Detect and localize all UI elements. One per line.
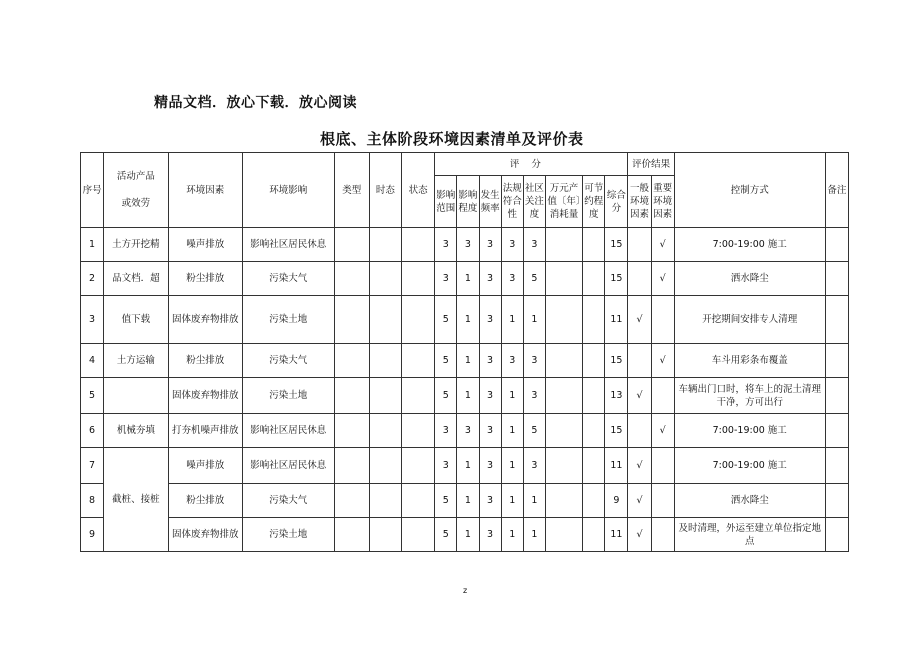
cell-degree: 1: [457, 448, 479, 484]
table-row: [81, 344, 849, 378]
cell-saving: [583, 378, 605, 414]
cell-range: 3: [435, 448, 457, 484]
cell-legal: 1: [501, 414, 523, 448]
header-seq: 序号: [81, 153, 104, 228]
cell-community: 3: [523, 378, 545, 414]
cell-type: [334, 484, 369, 518]
cell-range: 5: [435, 378, 457, 414]
cell-total: 11: [605, 448, 628, 484]
cell-remark: [825, 262, 848, 296]
footer-mark: z: [463, 586, 468, 595]
cell-saving: [583, 228, 605, 262]
cell-saving: [583, 296, 605, 344]
cell-legal: 3: [501, 344, 523, 378]
cell-impact: 污染大气: [243, 262, 335, 296]
cell-impact: 影响社区居民休息: [243, 228, 335, 262]
cell-type: [334, 448, 369, 484]
cell-state: [402, 228, 435, 262]
cell-legal: 1: [501, 484, 523, 518]
cell-activity: 截桩、接桩: [104, 448, 168, 552]
cell-activity: [104, 378, 168, 414]
banner-text: 精品文档．放心下载．放心阅读: [154, 95, 357, 111]
cell-activity: 土方开挖精: [104, 228, 168, 262]
header-tense: 时态: [369, 153, 401, 228]
cell-type: [334, 228, 369, 262]
cell-control: 7:00-19:00 施工: [674, 448, 825, 484]
cell-tense: [369, 344, 401, 378]
environment-factor-table: [80, 152, 849, 552]
cell-general: √: [628, 378, 651, 414]
header-total: 综合分: [605, 176, 628, 228]
header-degree: 影响程度: [457, 176, 479, 228]
cell-cost: [545, 296, 582, 344]
cell-community: 5: [523, 414, 545, 448]
cell-general: √: [628, 484, 651, 518]
cell-control: 洒水降尘: [674, 262, 825, 296]
header-legal: 法规符合性: [501, 176, 523, 228]
cell-cost: [545, 414, 582, 448]
cell-frequency: 3: [479, 228, 501, 262]
cell-legal: 3: [501, 262, 523, 296]
cell-degree: 3: [457, 414, 479, 448]
cell-control: 开挖期间安排专人清理: [674, 296, 825, 344]
cell-frequency: 3: [479, 344, 501, 378]
cell-total: 15: [605, 344, 628, 378]
table-row: [81, 262, 849, 296]
header-scoring: 评分: [435, 153, 628, 176]
cell-tense: [369, 484, 401, 518]
cell-remark: [825, 296, 848, 344]
cell-cost: [545, 378, 582, 414]
header-control: 控制方式: [674, 153, 825, 228]
cell-community: 5: [523, 262, 545, 296]
cell-legal: 1: [501, 448, 523, 484]
cell-community: 3: [523, 228, 545, 262]
cell-impact: 污染土地: [243, 378, 335, 414]
table-row: [81, 296, 849, 344]
cell-factor: 固体废弃物排放: [168, 518, 242, 552]
cell-impact: 污染土地: [243, 518, 335, 552]
cell-control: 车斗用彩条布覆盖: [674, 344, 825, 378]
cell-factor: 粉尘排放: [168, 262, 242, 296]
cell-legal: 3: [501, 228, 523, 262]
header-eval-result: 评价结果: [628, 153, 674, 176]
cell-degree: 1: [457, 518, 479, 552]
cell-total: 11: [605, 518, 628, 552]
cell-activity: 值下载: [104, 296, 168, 344]
header-saving: 可节约程度: [583, 176, 605, 228]
cell-frequency: 3: [479, 448, 501, 484]
cell-range: 3: [435, 262, 457, 296]
cell-saving: [583, 262, 605, 296]
cell-factor: 固体废弃物排放: [168, 296, 242, 344]
cell-saving: [583, 484, 605, 518]
cell-seq: 1: [81, 228, 104, 262]
cell-remark: [825, 518, 848, 552]
cell-saving: [583, 414, 605, 448]
table-row: [81, 518, 849, 552]
cell-type: [334, 262, 369, 296]
header-general: 一般环境因素: [628, 176, 651, 228]
cell-general: √: [628, 518, 651, 552]
cell-range: 5: [435, 484, 457, 518]
cell-state: [402, 344, 435, 378]
cell-type: [334, 414, 369, 448]
cell-community: 3: [523, 448, 545, 484]
cell-remark: [825, 228, 848, 262]
cell-degree: 1: [457, 484, 479, 518]
header-activity-line1: 活动产品: [116, 171, 155, 182]
cell-frequency: 3: [479, 378, 501, 414]
cell-total: 15: [605, 228, 628, 262]
header-state: 状态: [402, 153, 435, 228]
table-row: [81, 378, 849, 414]
cell-remark: [825, 484, 848, 518]
cell-community: 1: [523, 484, 545, 518]
cell-state: [402, 378, 435, 414]
header-activity: [104, 153, 168, 228]
cell-major: [651, 296, 674, 344]
cell-seq: 5: [81, 378, 104, 414]
header-remark: 备注: [825, 153, 848, 228]
cell-legal: 1: [501, 378, 523, 414]
cell-seq: 4: [81, 344, 104, 378]
header-range: 影响范围: [435, 176, 457, 228]
cell-cost: [545, 448, 582, 484]
cell-tense: [369, 262, 401, 296]
cell-type: [334, 296, 369, 344]
cell-legal: 1: [501, 296, 523, 344]
cell-major: √: [651, 262, 674, 296]
document-title: 根底、主体阶段环境因素清单及评价表: [320, 130, 584, 148]
cell-factor: 噪声排放: [168, 448, 242, 484]
header-factor: 环境因素: [168, 153, 242, 228]
cell-seq: 8: [81, 484, 104, 518]
table-header-row-1: [81, 153, 849, 176]
cell-control: 7:00-19:00 施工: [674, 228, 825, 262]
cell-major: √: [651, 344, 674, 378]
cell-community: 1: [523, 296, 545, 344]
cell-cost: [545, 228, 582, 262]
cell-major: [651, 484, 674, 518]
cell-control: 7:00-19:00 施工: [674, 414, 825, 448]
cell-state: [402, 262, 435, 296]
cell-cost: [545, 344, 582, 378]
cell-major: [651, 448, 674, 484]
cell-total: 13: [605, 378, 628, 414]
cell-remark: [825, 448, 848, 484]
cell-impact: 影响社区居民休息: [243, 414, 335, 448]
cell-activity: 土方运输: [104, 344, 168, 378]
cell-degree: 1: [457, 296, 479, 344]
cell-state: [402, 296, 435, 344]
header-major: 重要环境因素: [651, 176, 674, 228]
table-row: [81, 414, 849, 448]
cell-general: √: [628, 296, 651, 344]
cell-state: [402, 448, 435, 484]
cell-remark: [825, 414, 848, 448]
cell-remark: [825, 378, 848, 414]
cell-frequency: 3: [479, 262, 501, 296]
cell-degree: 3: [457, 228, 479, 262]
cell-cost: [545, 484, 582, 518]
cell-tense: [369, 228, 401, 262]
cell-seq: 6: [81, 414, 104, 448]
header-frequency: 发生频率: [479, 176, 501, 228]
cell-state: [402, 518, 435, 552]
cell-major: √: [651, 228, 674, 262]
cell-cost: [545, 262, 582, 296]
cell-tense: [369, 448, 401, 484]
cell-seq: 7: [81, 448, 104, 484]
table-row: [81, 484, 849, 518]
cell-seq: 2: [81, 262, 104, 296]
header-impact: 环境影响: [243, 153, 335, 228]
cell-degree: 1: [457, 262, 479, 296]
cell-degree: 1: [457, 378, 479, 414]
cell-factor: 粉尘排放: [168, 344, 242, 378]
cell-frequency: 3: [479, 484, 501, 518]
cell-tense: [369, 296, 401, 344]
cell-type: [334, 344, 369, 378]
table-row: [81, 448, 849, 484]
cell-community: 1: [523, 518, 545, 552]
cell-impact: 污染土地: [243, 296, 335, 344]
cell-impact: 影响社区居民休息: [243, 448, 335, 484]
cell-general: [628, 414, 651, 448]
cell-saving: [583, 518, 605, 552]
cell-general: [628, 344, 651, 378]
cell-major: [651, 378, 674, 414]
cell-total: 15: [605, 262, 628, 296]
cell-control: 车辆出门口时，将车上的泥土清理干净，方可出行: [674, 378, 825, 414]
cell-control: 洒水降尘: [674, 484, 825, 518]
cell-range: 5: [435, 344, 457, 378]
cell-tense: [369, 414, 401, 448]
cell-general: √: [628, 448, 651, 484]
cell-frequency: 3: [479, 518, 501, 552]
cell-seq: 3: [81, 296, 104, 344]
cell-seq: 9: [81, 518, 104, 552]
cell-impact: 污染大气: [243, 344, 335, 378]
cell-general: [628, 228, 651, 262]
cell-range: 5: [435, 518, 457, 552]
cell-type: [334, 378, 369, 414]
cell-range: 3: [435, 228, 457, 262]
cell-range: 5: [435, 296, 457, 344]
cell-frequency: 3: [479, 296, 501, 344]
cell-major: [651, 518, 674, 552]
header-cost: 万元产值〔年〕消耗量: [545, 176, 582, 228]
header-type: 类型: [334, 153, 369, 228]
cell-total: 9: [605, 484, 628, 518]
cell-general: [628, 262, 651, 296]
cell-saving: [583, 448, 605, 484]
cell-total: 15: [605, 414, 628, 448]
cell-factor: 粉尘排放: [168, 484, 242, 518]
cell-control: 及时清理，外运至建立单位指定地点: [674, 518, 825, 552]
cell-tense: [369, 518, 401, 552]
cell-community: 3: [523, 344, 545, 378]
cell-legal: 1: [501, 518, 523, 552]
cell-state: [402, 414, 435, 448]
cell-total: 11: [605, 296, 628, 344]
cell-factor: 固体废弃物排放: [168, 378, 242, 414]
cell-cost: [545, 518, 582, 552]
cell-tense: [369, 378, 401, 414]
cell-saving: [583, 344, 605, 378]
cell-state: [402, 484, 435, 518]
cell-factor: 噪声排放: [168, 228, 242, 262]
cell-remark: [825, 344, 848, 378]
cell-factor: 打夯机噪声排放: [168, 414, 242, 448]
cell-major: √: [651, 414, 674, 448]
cell-activity: 机械夯填: [104, 414, 168, 448]
cell-impact: 污染大气: [243, 484, 335, 518]
table-row: [81, 228, 849, 262]
cell-type: [334, 518, 369, 552]
header-activity-line2: 或效劳: [121, 198, 151, 209]
cell-frequency: 3: [479, 414, 501, 448]
cell-degree: 1: [457, 344, 479, 378]
header-community: 社区关注度: [523, 176, 545, 228]
cell-range: 3: [435, 414, 457, 448]
cell-activity: 品文档．超: [104, 262, 168, 296]
